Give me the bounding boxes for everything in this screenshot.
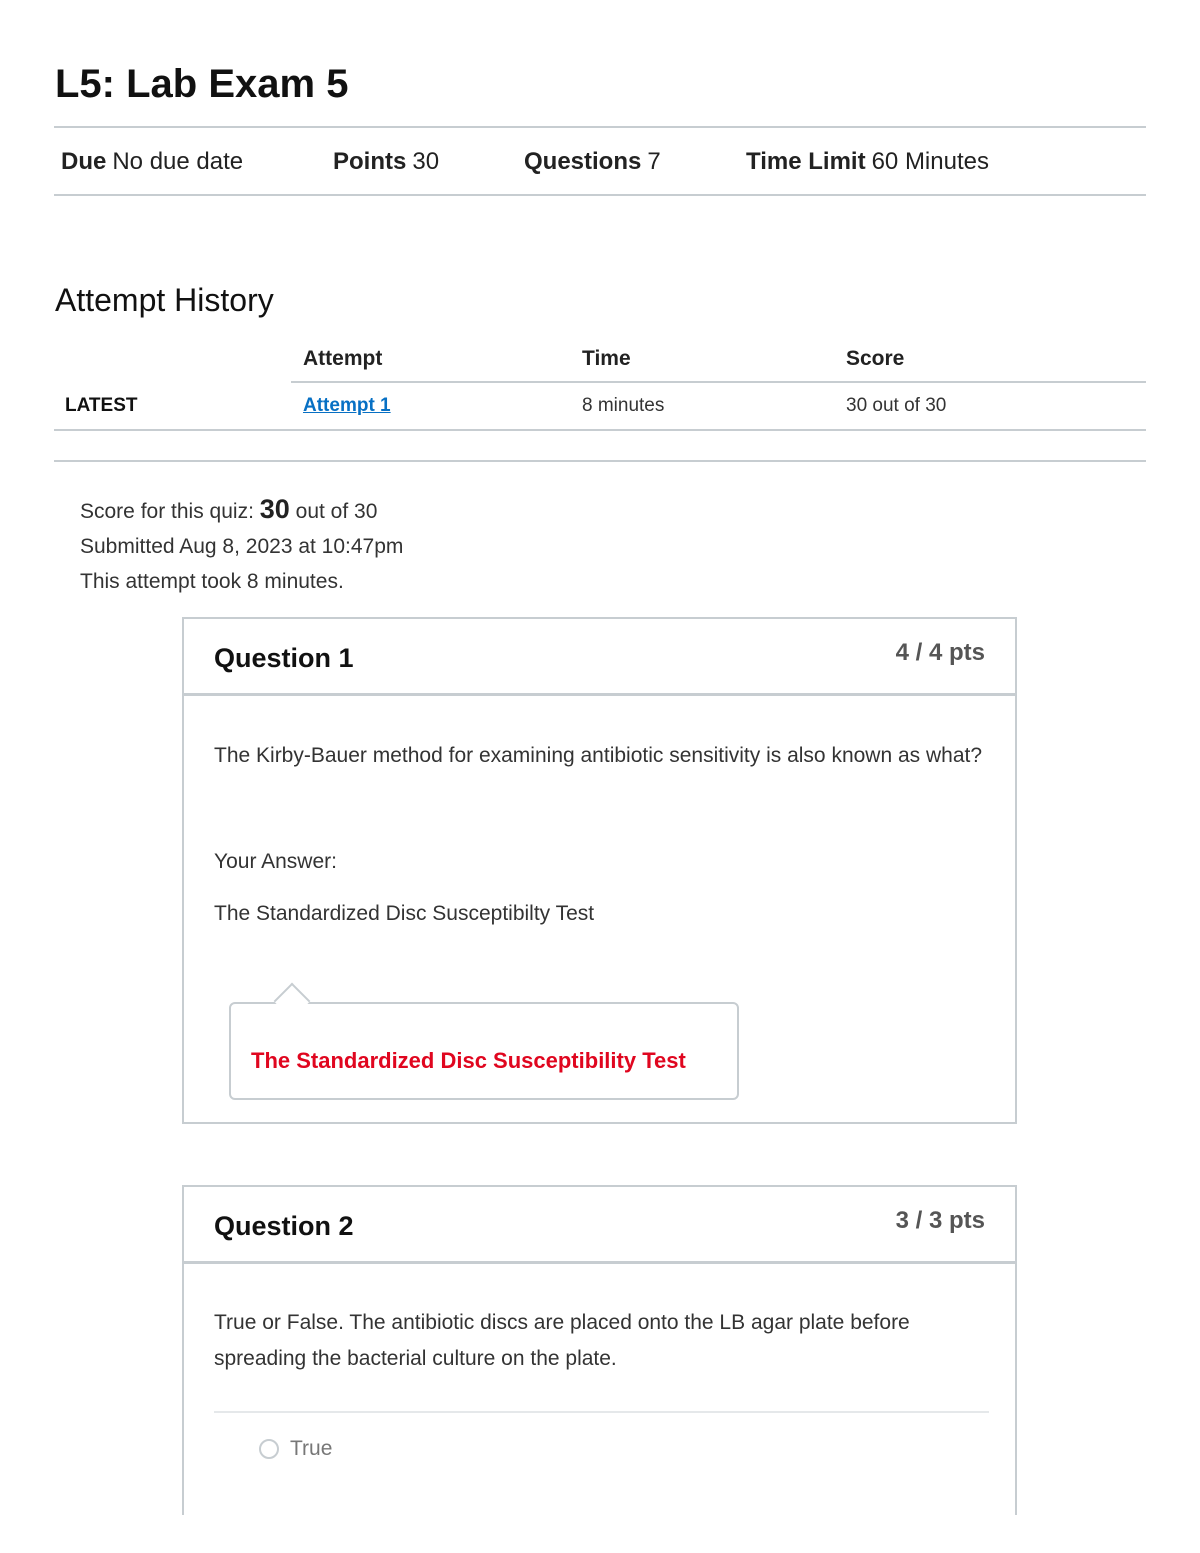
score-prefix: Score for this quiz: bbox=[80, 500, 254, 523]
time-limit-value: 60 Minutes bbox=[871, 148, 989, 175]
question-1-card bbox=[182, 617, 1017, 1124]
your-answer-label: Your Answer: bbox=[214, 850, 337, 873]
correct-answer-box bbox=[229, 1002, 739, 1100]
question-2-points: 3 / 3 pts bbox=[895, 1207, 985, 1234]
time-limit bbox=[746, 148, 989, 176]
section-divider bbox=[54, 460, 1146, 462]
quiz-score-summary bbox=[80, 494, 377, 525]
column-header-attempt: Attempt bbox=[303, 347, 383, 370]
radio-button[interactable] bbox=[259, 1439, 279, 1459]
attempt-time: 8 minutes bbox=[582, 395, 665, 416]
points-value: 30 bbox=[412, 148, 440, 175]
correct-answer-text: The Standardized Disc Susceptibility Test bbox=[251, 1048, 686, 1073]
attempt-score: 30 out of 30 bbox=[846, 395, 947, 416]
score-suffix: out of 30 bbox=[295, 500, 378, 523]
due-label: Due bbox=[61, 148, 107, 175]
column-header-time: Time bbox=[582, 347, 631, 370]
question-2-title: Question 2 bbox=[214, 1211, 354, 1241]
your-answer-value: The Standardized Disc Susceptibilty Test bbox=[214, 902, 595, 925]
time-limit-label: Time Limit bbox=[746, 148, 866, 175]
points-label: Points bbox=[333, 148, 407, 175]
due-value: No due date bbox=[112, 148, 244, 175]
table-row-divider bbox=[54, 429, 1146, 431]
question-1-text: The Kirby-Bauer method for examining antibiotic sensitivity is also known as what? bbox=[214, 744, 983, 767]
latest-tag: LATEST bbox=[65, 395, 138, 416]
question-1-title: Question 1 bbox=[214, 643, 354, 673]
attempt-history-title: Attempt History bbox=[55, 282, 274, 318]
score-value: 30 bbox=[259, 494, 290, 524]
question-2-text: True or False. The antibiotic discs are placed onto the LB agar plate before spreading the bacterial culture on the plate. bbox=[214, 1311, 910, 1370]
question-1-header bbox=[184, 619, 1015, 696]
attempt-1-link[interactable]: Attempt 1 bbox=[303, 395, 391, 416]
submitted-timestamp: Submitted Aug 8, 2023 at 10:47pm bbox=[80, 535, 404, 558]
choice-divider bbox=[214, 1411, 989, 1413]
question-1-points: 4 / 4 pts bbox=[895, 639, 985, 666]
page-title: L5: Lab Exam 5 bbox=[55, 62, 349, 106]
column-header-score: Score bbox=[846, 347, 905, 370]
table-header-divider bbox=[291, 381, 1146, 383]
question-2-card bbox=[182, 1185, 1017, 1515]
questions-count bbox=[524, 148, 661, 176]
choice-true-label: True bbox=[290, 1437, 333, 1460]
points bbox=[333, 148, 439, 176]
callout-arrow bbox=[274, 983, 311, 1020]
quiz-meta-bar bbox=[54, 126, 1146, 196]
question-2-header bbox=[184, 1187, 1015, 1264]
questions-label: Questions bbox=[524, 148, 642, 175]
due-date bbox=[61, 148, 243, 176]
questions-value: 7 bbox=[647, 148, 661, 175]
attempt-duration: This attempt took 8 minutes. bbox=[80, 570, 344, 593]
